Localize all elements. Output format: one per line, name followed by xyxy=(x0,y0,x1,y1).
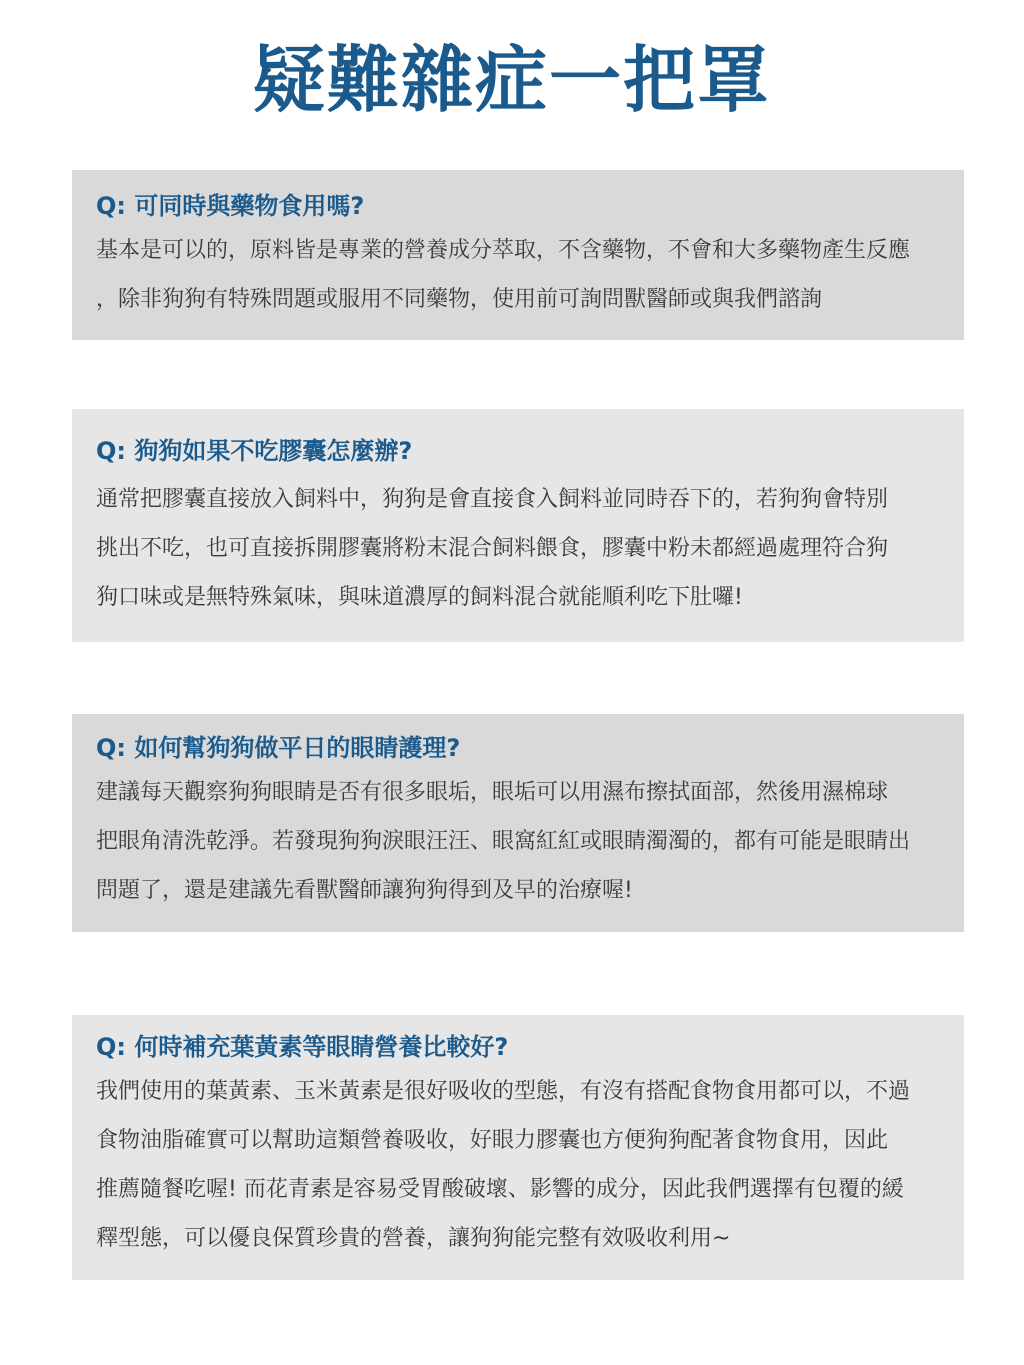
faq-answer-line: 問題了，還是建議先看獸醫師讓狗狗得到及早的治療喔! xyxy=(96,878,633,903)
faq-answer-line: 建議每天觀察狗狗眼睛是否有很多眼垢，眼垢可以用濕布擦拭面部，然後用濕棉球 xyxy=(96,780,889,805)
faq-card-1 xyxy=(72,170,964,340)
faq-answer xyxy=(96,475,942,622)
faq-answer-line: 狗口味或是無特殊氣味，與味道濃厚的飼料混合就能順利吃下肚囉! xyxy=(96,585,743,610)
faq-answer-line: ，除非狗狗有特殊問題或服用不同藥物，使用前可詢問獸醫師或與我們諮詢 xyxy=(96,287,823,312)
faq-question: Q: 可同時與藥物食用嗎? xyxy=(96,192,365,220)
faq-answer-line: 推薦隨餐吃喔! 而花青素是容易受胃酸破壞、影響的成分，因此我們選擇有包覆的緩 xyxy=(96,1177,904,1202)
page-title: 疑難雜症一把罩 xyxy=(252,38,771,122)
faq-answer-line: 通常把膠囊直接放入飼料中，狗狗是會直接食入飼料並同時吞下的，若狗狗會特別 xyxy=(96,487,889,512)
faq-card-3 xyxy=(72,714,964,932)
faq-answer-line: 食物油脂確實可以幫助這類營養吸收，好眼力膠囊也方便狗狗配著食物食用，因此 xyxy=(96,1128,889,1153)
faq-answer-line: 把眼角清洗乾淨。若發現狗狗淚眼汪汪、眼窩紅紅或眼睛濁濁的，都有可能是眼睛出 xyxy=(96,829,911,854)
faq-answer xyxy=(96,1067,942,1263)
faq-answer xyxy=(96,226,942,324)
faq-question: Q: 如何幫狗狗做平日的眼睛護理? xyxy=(96,734,461,762)
faq-answer xyxy=(96,768,942,915)
faq-answer-line: 基本是可以的，原料皆是專業的營養成分萃取，不含藥物，不會和大多藥物產生反應 xyxy=(96,238,911,263)
faq-answer-line: 我們使用的葉黃素、玉米黃素是很好吸收的型態，有沒有搭配食物食用都可以，不過 xyxy=(96,1079,911,1104)
faq-question: Q: 何時補充葉黃素等眼睛營養比較好? xyxy=(96,1033,509,1061)
faq-answer-line: 挑出不吃，也可直接拆開膠囊將粉末混合飼料餵食，膠囊中粉未都經過處理符合狗 xyxy=(96,536,889,561)
faq-answer-line: 釋型態，可以優良保質珍貴的營養，讓狗狗能完整有效吸收利用~ xyxy=(96,1226,731,1251)
faq-card-2 xyxy=(72,409,964,642)
faq-card-4 xyxy=(72,1015,964,1280)
faq-question: Q: 狗狗如果不吃膠囊怎麼辦? xyxy=(96,437,413,465)
